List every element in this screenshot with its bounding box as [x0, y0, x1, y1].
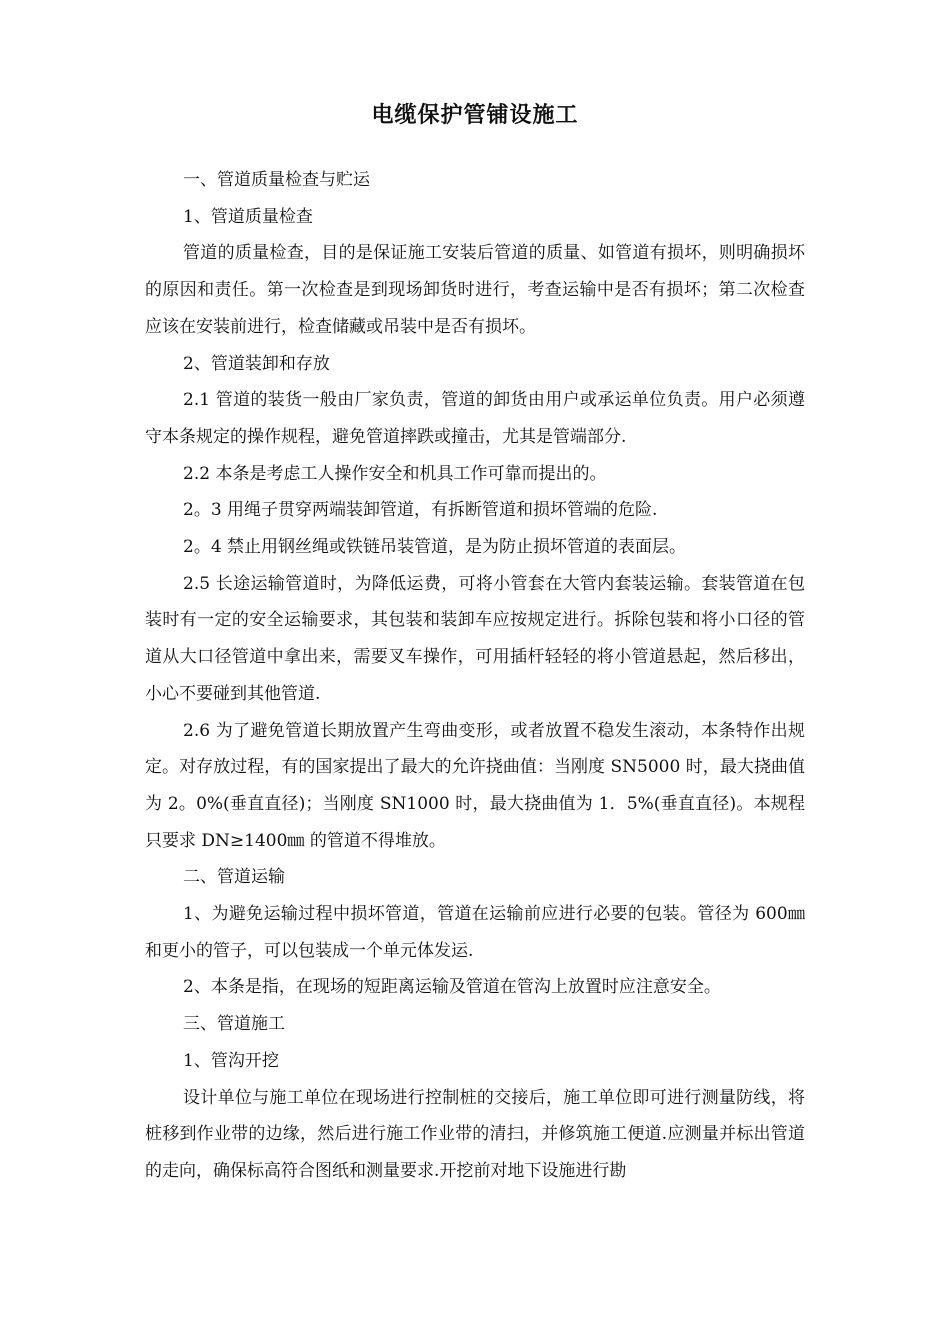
paragraph-transport-2: 2、本条是指，在现场的短距离运输及管道在管沟上放置时应注意安全。	[183, 977, 721, 998]
subsection-heading-1-2: 2、管道装卸和存放	[183, 353, 330, 374]
paragraph-2-2: 2.2 本条是考虑工人操作安全和机具工作可靠而提出的。	[183, 463, 607, 484]
paragraph-2-5: 2.5 长途运输管道时，为降低运费，可将小管套在大管内套装运输。套装管道在包装时有一定的安全运输要求，其包装和装卸车应按规定进行。拆除包装和将小口径的管道从大口径管道中拿出来，需要叉车操作，可用插杆轻轻的将小管道悬起，然后移出，小心不要碰到其他管道.	[145, 573, 805, 704]
paragraph-2-4: 2。4 禁止用钢丝绳或铁链吊装管道，是为防止损坏管道的表面层。	[183, 537, 687, 558]
paragraph-2-6: 2.6 为了避免管道长期放置产生弯曲变形，或者放置不稳发生滚动，本条特作出规定。对存放过程，有的国家提出了最大的允许挠曲值：当刚度 SN5000 时，最大挠曲值为 2。0%(垂直直径)；当刚度 SN1000 时，最大挠曲值为 1．5%(垂直直径)。本规程只要求 DN≥1400㎜ 的管道不得堆放。	[145, 720, 805, 851]
paragraph-2-3: 2。3 用绳子贯穿两端装卸管道，有拆断管道和损坏管端的危险.	[183, 500, 658, 521]
section-heading-1: 一、管道质量检查与贮运	[183, 170, 370, 190]
section-heading-3: 三、管道施工	[183, 1014, 285, 1035]
subsection-heading-1-1: 1、管道质量检查	[183, 206, 313, 227]
paragraph-quality-check: 管道的质量检查，目的是保证施工安装后管道的质量、如管道有损坏，则明确损坏的原因和责任。第一次检查是到现场卸货时进行，考查运输中是否有损坏；第二次检查应该在安装前进行，检查储藏或吊装中是否有损坏。	[145, 243, 805, 337]
paragraph-2-1: 2.1 管道的装货一般由厂家负责，管道的卸货由用户或承运单位负责。用户必须遵守本条规定的操作规程，避免管道摔跌或撞击，尤其是管端部分.	[145, 390, 805, 447]
paragraph-trench-excavation: 设计单位与施工单位在现场进行控制桩的交接后，施工单位即可进行测量防线，将桩移到作业带的边缘，然后进行施工作业带的清扫，并修筑施工便道.应测量并标出管道的走向，确保标高符合图纸和测量要求.开挖前对地下设施进行勘	[145, 1087, 805, 1181]
subsection-heading-3-1: 1、管沟开挖	[183, 1050, 279, 1071]
document-title: 电缆保护管铺设施工	[371, 103, 579, 128]
paragraph-transport-1: 1、为避免运输过程中损坏管道，管道在运输前应进行必要的包装。管径为 600㎜ 和更小的管子，可以包装成一个单元体发运.	[145, 904, 805, 961]
document-page	[145, 96, 805, 1190]
section-heading-2: 二、管道运输	[183, 867, 285, 888]
